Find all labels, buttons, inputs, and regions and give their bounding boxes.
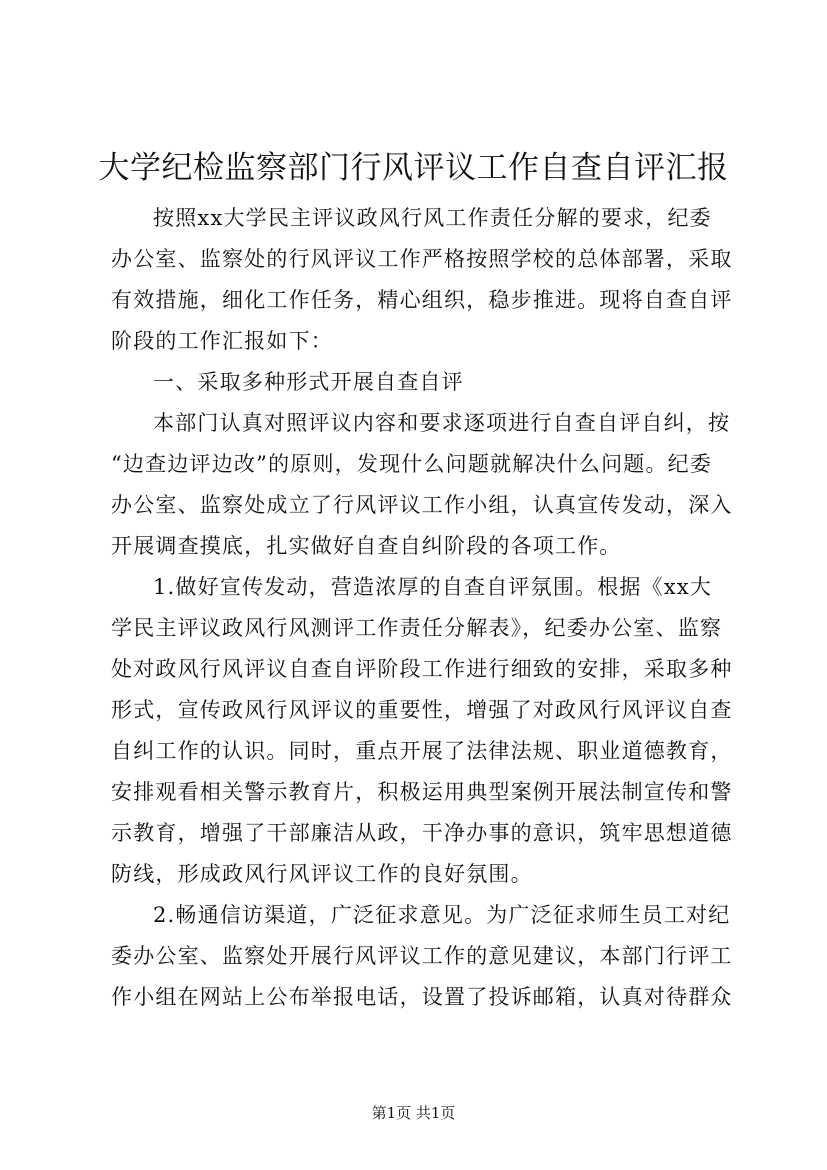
body-line: 按照xx大学民主评议政风行风工作责任分解的要求，纪委 — [153, 206, 712, 230]
body-line: 本部门认真对照评议内容和要求逐项进行自查自评自纠，按 — [153, 411, 731, 435]
section-heading: 一、采取多种形式开展自查自评 — [153, 370, 464, 394]
body-line: 有效措施，细化工作任务，精心组织，稳步推进。现将自查自评 — [111, 288, 733, 312]
body-line: 形式，宣传政风行风评议的重要性，增强了对政风行风评议自查 — [111, 698, 733, 722]
body-line: 处对政风行风评议自查自评阶段工作进行细致的安排，采取多种 — [111, 657, 733, 681]
body-line: 示教育，增强了干部廉洁从政，干净办事的意识，筑牢思想道德 — [111, 821, 733, 845]
body-line: 学民主评议政风行风测评工作责任分解表》，纪委办公室、监察 — [111, 616, 723, 640]
body-line: 办公室、监察处成立了行风评议工作小组，认真宣传发动，深入 — [111, 493, 733, 517]
body-line: 作小组在网站上公布举报电话，设置了投诉邮箱，认真对待群众 — [111, 985, 733, 1009]
page-footer: 第1页 共1页 — [371, 1104, 456, 1122]
body-line: 开展调查摸底，扎实做好自查自纠阶段的各项工作。 — [111, 534, 622, 558]
body-line: 1.做好宣传发动，营造浓厚的自查自评氛围。根据《xx大 — [153, 575, 713, 599]
body-line: 安排观看相关警示教育片，积极运用典型案例开展法制宣传和警 — [111, 780, 733, 804]
body-line: 自纠工作的认识。同时，重点开展了法律法规、职业道德教育， — [111, 739, 733, 763]
body-line: 阶段的工作汇报如下： — [111, 329, 333, 353]
body-line: 办公室、监察处的行风评议工作严格按照学校的总体部署，采取 — [111, 247, 733, 271]
body-line: 2.畅通信访渠道，广泛征求意见。为广泛征求师生员工对纪 — [153, 903, 731, 927]
body-line: 防线，形成政风行风评议工作的良好氛围。 — [111, 862, 533, 886]
body-line: “边查边评边改”的原则，发现什么问题就解决什么问题。纪委 — [111, 452, 713, 476]
document-title: 大学纪检监察部门行风评议工作自查自评汇报 — [98, 150, 729, 186]
body-line: 委办公室、监察处开展行风评议工作的意见建议，本部门行评工 — [111, 944, 733, 968]
document-body — [111, 198, 731, 1018]
